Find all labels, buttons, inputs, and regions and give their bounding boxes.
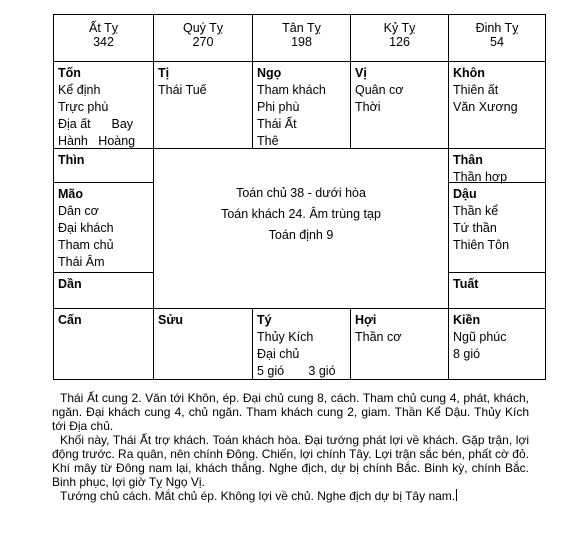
cell-line: Ngũ phúc — [453, 330, 507, 344]
cell-title: Tị — [158, 66, 170, 80]
cell-than — [449, 149, 545, 183]
cell-line: Thời — [355, 100, 381, 114]
header-number: 198 — [291, 35, 312, 49]
paragraph-last — [52, 489, 529, 503]
cell-title: Tuất — [453, 277, 479, 291]
cell-khon — [449, 62, 545, 149]
cell-title: Thân — [453, 153, 483, 167]
cell-can — [54, 309, 154, 379]
header-name: Tân Tỵ — [282, 21, 321, 35]
cell-line: Thần kể — [453, 204, 499, 218]
cell-line: Tham chủ — [58, 238, 114, 252]
cell-title: Kiền — [453, 313, 481, 327]
header-number: 126 — [389, 35, 410, 49]
paragraph: Thái Ất cung 2. Văn tới Khôn, ép. Đại chủ cung 8, cách. Tham chủ cung 4, phát, khách, ngăn. Đại khách cung 4, chủ ngăn. Tham khách cung 2, giam. Thần Kể Dậu. Thủy Kích tới Địa chủ. — [52, 391, 529, 433]
cell-title: Tốn — [58, 66, 81, 80]
cell-title: Dần — [58, 277, 82, 291]
cell-line: Thiên ất — [453, 83, 499, 97]
cell-line: Thiên Tôn — [453, 238, 510, 252]
cell-line: Thái Tuế — [158, 83, 207, 97]
center-line: Toán khách 24. Âm trùng tạp — [221, 207, 381, 221]
cell-dan — [54, 273, 154, 309]
cell-line: Tham khách — [257, 83, 326, 97]
cell-line: Dân cơ — [58, 204, 99, 218]
header-name: Đinh Tỵ — [475, 21, 519, 35]
cell-thin — [54, 149, 154, 183]
header-name: Quý Tỵ — [182, 21, 224, 35]
cell-line: Hành Hoàng — [58, 134, 136, 148]
header-number: 54 — [490, 35, 504, 49]
cell-ton — [54, 62, 154, 149]
text-cursor — [456, 489, 457, 501]
cell-ti — [154, 62, 253, 149]
center-line: Toán định 9 — [268, 228, 334, 242]
cell-line: Phi phù — [257, 100, 300, 114]
cell-title: Hợi — [355, 313, 377, 327]
paragraph: Khối này, Thái Ất trợ khách. Toán khách hòa. Đại tướng phát lợi về khách. Gặp trận, lợi động trước. Ra quân, nên chính Đông. Chiến, lợi chính Tây. Lợi trận sắc bén, phất cờ đỏ. Khí mây từ Đông nam lại, khách thắng. Nghe địch, dự bị chính Bắc. Binh kỳ, chính Bắc. Binh phục, lợi giờ Tỵ Ngọ Vị. — [52, 433, 529, 489]
cell-dau — [449, 183, 545, 273]
cell-title: Vị — [355, 66, 367, 80]
cell-line: Đại khách — [58, 221, 114, 235]
cell-line: Thủy Kích — [257, 330, 314, 344]
header-cell-5 — [449, 15, 545, 62]
cell-title: Cấn — [58, 313, 82, 327]
cell-title: Mão — [58, 187, 83, 201]
cell-title: Thìn — [58, 153, 85, 167]
header-cell-1 — [54, 15, 154, 62]
cell-title: Ngọ — [257, 66, 282, 80]
center-summary — [153, 183, 449, 246]
cell-line: 5 gió 3 gió — [257, 364, 336, 378]
cell-kien — [449, 309, 545, 379]
cell-line: Địa ất Bay — [58, 117, 134, 131]
header-cell-2 — [154, 15, 253, 62]
cell-line: Tứ thần — [453, 221, 497, 235]
cell-title: Dậu — [453, 187, 477, 201]
cell-ty — [253, 309, 351, 379]
header-name: Ất Tỵ — [89, 21, 118, 35]
cell-line: Văn Xương — [453, 100, 518, 114]
cell-suu — [154, 309, 253, 379]
cell-line: Quân cơ — [355, 83, 404, 97]
cell-line: Thần cơ — [355, 330, 402, 344]
cell-tuat — [449, 273, 545, 309]
header-cell-4 — [351, 15, 449, 62]
cell-line: Thê — [257, 134, 279, 148]
cell-title: Tý — [257, 313, 272, 327]
cell-title: Sửu — [158, 313, 184, 327]
cell-line: Thần hợp — [453, 170, 508, 184]
cell-line: 8 gió — [453, 347, 481, 361]
cell-mao — [54, 183, 154, 273]
cell-title: Khôn — [453, 66, 485, 80]
cell-hoi — [351, 309, 449, 379]
cell-ngo — [253, 62, 351, 149]
cell-vi — [351, 62, 449, 149]
header-number: 270 — [192, 35, 214, 49]
cell-line: Kể định — [58, 83, 101, 97]
cell-line: Thái Âm — [58, 255, 105, 269]
header-number: 342 — [93, 35, 114, 49]
cell-line: Đại chủ — [257, 347, 300, 361]
cell-line: Thái Ất — [257, 117, 297, 131]
header-cell-3 — [253, 15, 351, 62]
header-name: Kỷ Tỵ — [383, 21, 416, 35]
body-text — [52, 391, 529, 503]
center-line: Toán chủ 38 - dưới hòa — [236, 186, 366, 200]
paragraph-text: Tướng chủ cách. Mắt chủ ép. Không lợi về chủ. Nghe địch dự bị Tây nam. — [60, 489, 456, 503]
cell-line: Trực phù — [58, 100, 109, 114]
